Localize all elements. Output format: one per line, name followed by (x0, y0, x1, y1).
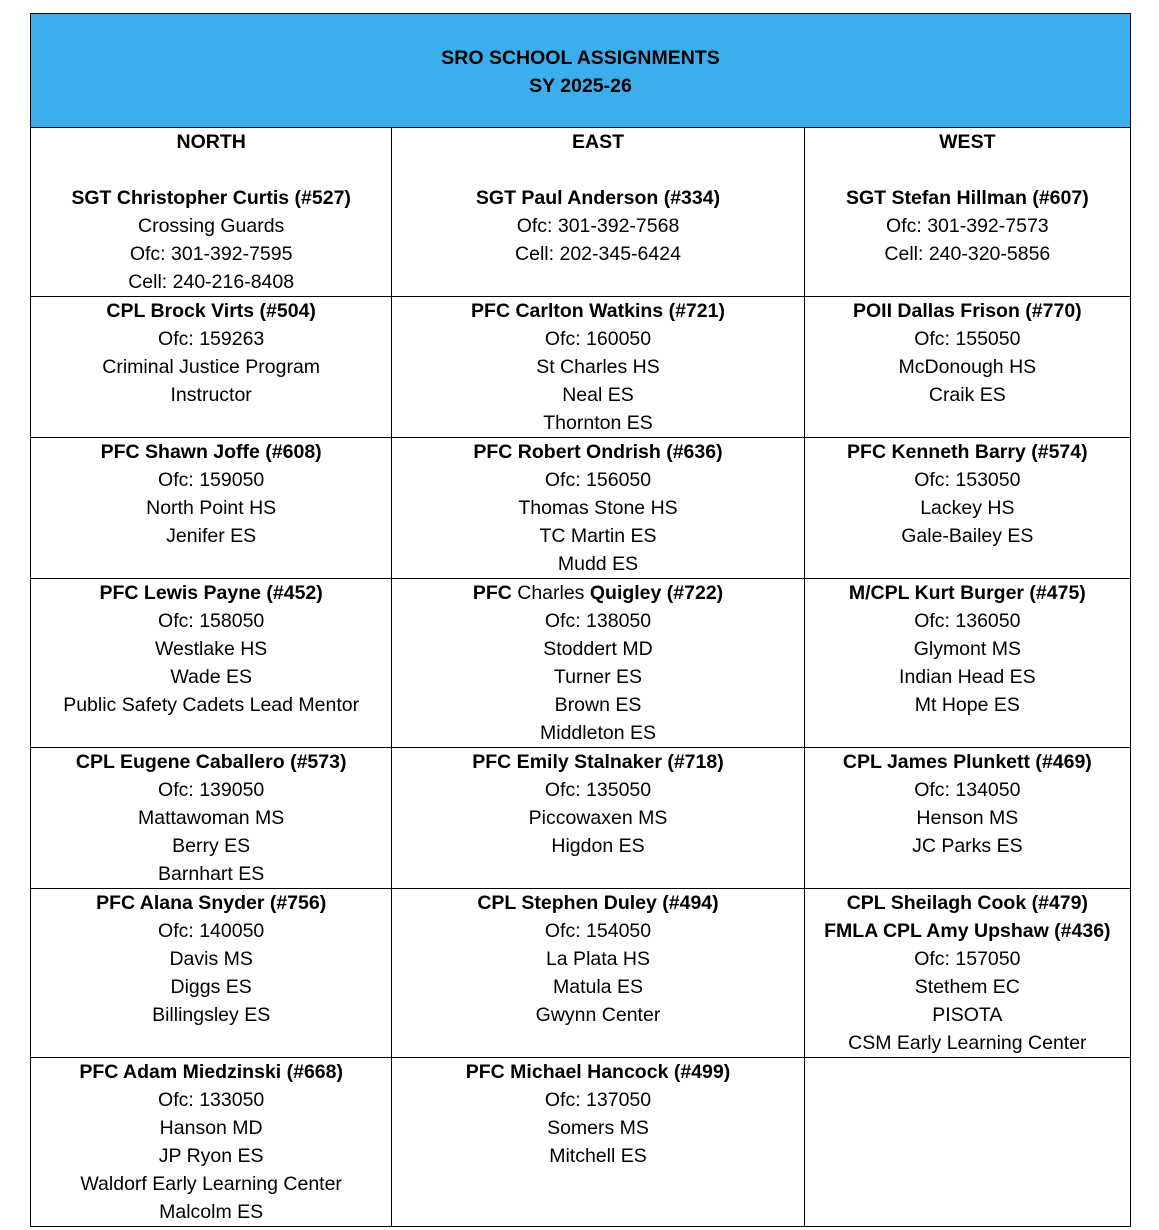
officer-name: PFC Michael Hancock (#499) (465, 1061, 731, 1083)
school-name: Lackey HS (920, 497, 1015, 519)
cell-north-3 (31, 438, 392, 579)
office-number: Ofc: 137050 (544, 1089, 652, 1111)
cell-west-3 (804, 438, 1130, 579)
cell-west-5 (804, 748, 1130, 889)
cell-east-4 (392, 579, 804, 748)
column-header-north: NORTH (176, 131, 246, 153)
cell-north-2 (31, 297, 392, 438)
cell-west-6 (804, 889, 1130, 1058)
officer-name: SGT Paul Anderson (#334) (475, 187, 721, 209)
cell-east-3 (392, 438, 804, 579)
officer-name: PFC Robert Ondrish (#636) (473, 441, 723, 463)
office-number: Ofc: 135050 (544, 779, 652, 801)
school-name: Gale-Bailey ES (901, 525, 1034, 547)
school-name: JC Parks ES (912, 835, 1023, 857)
cell-west-7-empty (804, 1058, 1130, 1227)
school-name: Indian Head ES (899, 666, 1036, 688)
office-number: Ofc: 138050 (544, 610, 652, 632)
school-name: PISOTA (932, 1004, 1003, 1026)
cell-west-1 (804, 128, 1130, 297)
office-number: Ofc: 155050 (914, 328, 1021, 350)
school-name: Barnhart ES (158, 863, 265, 885)
officer-name: PFC Charles Quigley (#722) (472, 582, 724, 604)
assignment-line: Crossing Guards (138, 215, 285, 237)
officer-name: CPL Eugene Caballero (#573) (75, 751, 347, 773)
assignments-table (30, 13, 1131, 1227)
office-number: Ofc: 133050 (158, 1089, 265, 1111)
school-name: Mattawoman MS (138, 807, 285, 829)
cell-north-1 (31, 128, 392, 297)
school-name: Wade ES (170, 666, 252, 688)
school-name: Billingsley ES (152, 1004, 271, 1026)
office-number: Ofc: 157050 (914, 948, 1021, 970)
assignment-line: Public Safety Cadets Lead Mentor (63, 694, 360, 716)
office-number: Ofc: 160050 (544, 328, 652, 350)
officer-name: PFC Shawn Joffe (#608) (100, 441, 322, 463)
school-name: Stoddert MD (543, 638, 653, 660)
cell-north-5 (31, 748, 392, 889)
cell-west-4 (804, 579, 1130, 748)
school-name: Turner ES (553, 666, 643, 688)
school-name: Mt Hope ES (914, 694, 1020, 716)
cell-north-4 (31, 579, 392, 748)
school-name: Middleton ES (540, 722, 656, 744)
office-phone: Ofc: 301-392-7568 (516, 215, 680, 237)
officer-name: SGT Stefan Hillman (#607) (845, 187, 1089, 209)
school-name: North Point HS (146, 497, 277, 519)
officer-name: CPL Stephen Duley (#494) (477, 892, 719, 914)
school-name: Thornton ES (543, 412, 653, 434)
school-name: Stethem EC (914, 976, 1020, 998)
cell-phone: Cell: 202-345-6424 (515, 243, 681, 265)
officer-name: SGT Christopher Curtis (#527) (71, 187, 351, 209)
school-name: Diggs ES (170, 976, 252, 998)
school-name: TC Martin ES (539, 525, 657, 547)
officer-name: PFC Alana Snyder (#756) (96, 892, 327, 914)
school-name: Hanson MD (159, 1117, 263, 1139)
school-name: Berry ES (172, 835, 251, 857)
school-name: Somers MS (547, 1117, 649, 1139)
school-name: Westlake HS (154, 638, 268, 660)
school-name: Neal ES (562, 384, 634, 406)
school-name: Gwynn Center (535, 1004, 661, 1026)
assignment-line: Instructor (170, 384, 252, 406)
cell-east-7 (392, 1058, 804, 1227)
cell-phone: Cell: 240-216-8408 (128, 271, 295, 293)
office-number: Ofc: 158050 (158, 610, 265, 632)
officer-name-secondary: FMLA CPL Amy Upshaw (#436) (824, 920, 1111, 942)
school-name: Malcolm ES (159, 1201, 264, 1223)
assignment-line: Criminal Justice Program (102, 356, 321, 378)
school-name: Davis MS (169, 948, 253, 970)
page-title: SRO SCHOOL ASSIGNMENTS (441, 46, 720, 69)
office-number: Ofc: 159263 (158, 328, 265, 350)
school-name: McDonough HS (898, 356, 1037, 378)
school-name: Matula ES (553, 976, 643, 998)
school-name: Mudd ES (557, 553, 639, 575)
title-banner (31, 14, 1131, 128)
school-name: Piccowaxen MS (528, 807, 668, 829)
office-number: Ofc: 134050 (914, 779, 1021, 801)
school-name: CSM Early Learning Center (848, 1032, 1087, 1054)
cell-west-2 (804, 297, 1130, 438)
officer-name: PFC Kenneth Barry (#574) (847, 441, 1088, 463)
office-number: Ofc: 156050 (544, 469, 652, 491)
office-number: Ofc: 159050 (158, 469, 265, 491)
officer-name: PFC Carlton Watkins (#721) (471, 300, 725, 322)
school-name: Thomas Stone HS (518, 497, 678, 519)
office-phone: Ofc: 301-392-7595 (129, 243, 293, 265)
cell-phone: Cell: 240-320-5856 (884, 243, 1051, 265)
school-name: Higdon ES (551, 835, 645, 857)
office-phone: Ofc: 301-392-7573 (886, 215, 1049, 237)
school-name: Craik ES (928, 384, 1006, 406)
officer-name: M/CPL Kurt Burger (#475) (848, 582, 1086, 604)
office-number: Ofc: 140050 (158, 920, 265, 942)
school-name: Henson MS (916, 807, 1019, 829)
school-name: Brown ES (554, 694, 642, 716)
office-number: Ofc: 139050 (158, 779, 265, 801)
office-number: Ofc: 154050 (544, 920, 652, 942)
officer-name: PFC Lewis Payne (#452) (99, 582, 323, 604)
school-name: La Plata HS (545, 948, 651, 970)
school-name: Glymont MS (913, 638, 1021, 660)
column-header-east: EAST (571, 131, 624, 153)
school-name: Waldorf Early Learning Center (80, 1173, 342, 1195)
officer-name: CPL Sheilagh Cook (#479) (846, 892, 1088, 914)
officer-name: PFC Adam Miedzinski (#668) (79, 1061, 343, 1083)
cell-east-6 (392, 889, 804, 1058)
cell-north-6 (31, 889, 392, 1058)
officer-name: CPL James Plunkett (#469) (842, 751, 1092, 773)
school-name: St Charles HS (536, 356, 660, 378)
cell-east-2 (392, 297, 804, 438)
office-number: Ofc: 136050 (914, 610, 1021, 632)
officer-name: PFC Emily Stalnaker (#718) (472, 751, 724, 773)
column-header-west: WEST (939, 131, 996, 153)
cell-east-5 (392, 748, 804, 889)
cell-north-7 (31, 1058, 392, 1227)
school-name: JP Ryon ES (158, 1145, 264, 1167)
school-name: Jenifer ES (166, 525, 257, 547)
school-name: Mitchell ES (549, 1145, 647, 1167)
office-number: Ofc: 153050 (914, 469, 1021, 491)
officer-name: POII Dallas Frison (#770) (853, 300, 1082, 322)
page-subtitle: SY 2025-26 (529, 74, 632, 97)
officer-name: CPL Brock Virts (#504) (106, 300, 316, 322)
cell-east-1 (392, 128, 804, 297)
